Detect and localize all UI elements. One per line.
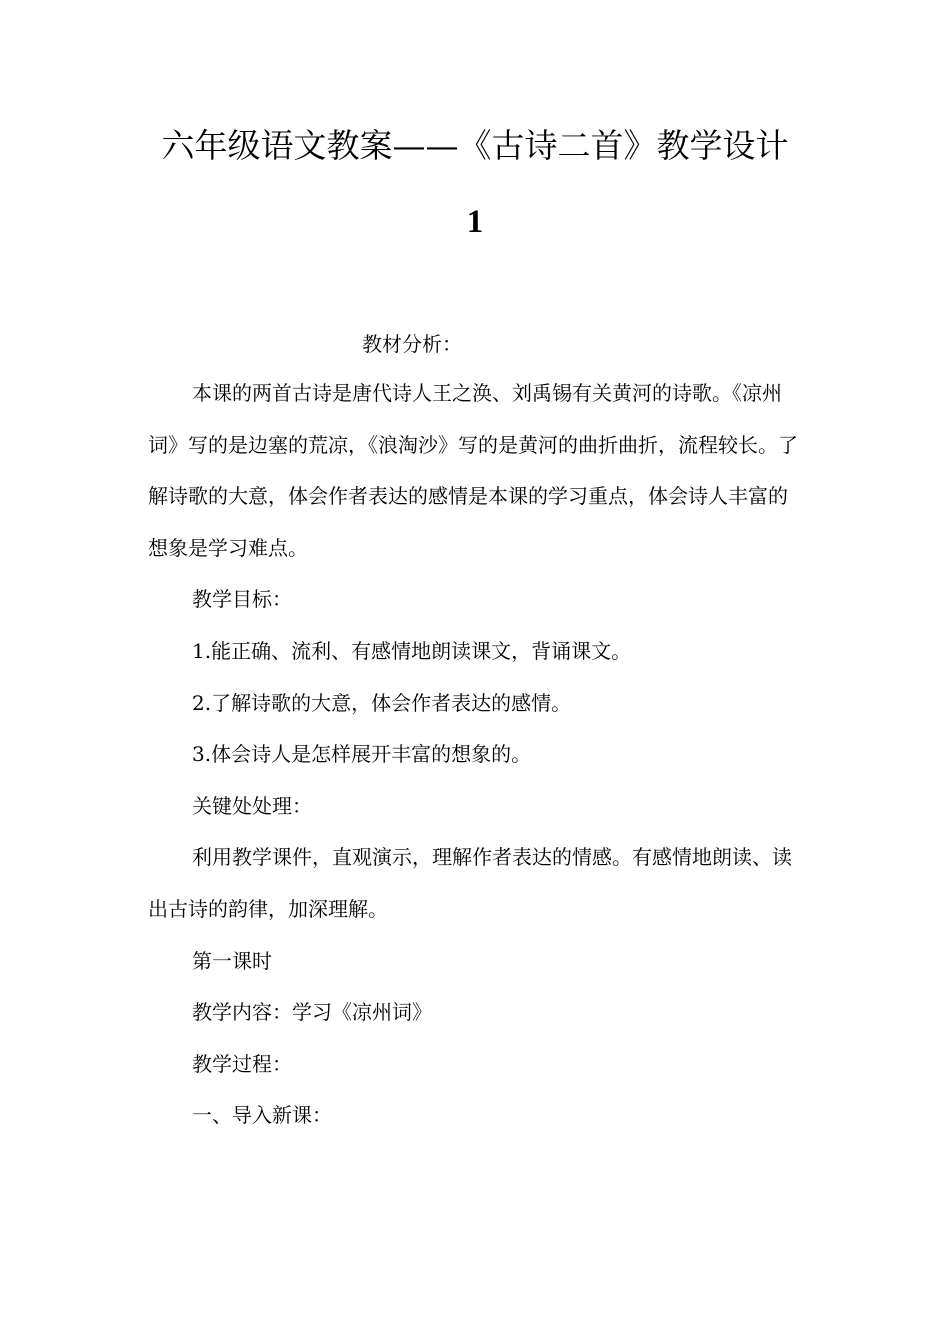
goal-item-3: 3.体会诗人是怎样展开丰富的想象的。 (192, 742, 532, 767)
heading-key-points: 关键处处理： (192, 793, 312, 818)
goal-item-1: 1.能正确、流利、有感情地朗读课文，背诵课文。 (192, 638, 632, 663)
step-introduce-lesson: 一、导入新课： (192, 1103, 332, 1128)
document-title-number: 1 (466, 204, 484, 240)
goal-item-2: 2.了解诗歌的大意，体会作者表达的感情。 (192, 690, 572, 715)
heading-teaching-process: 教学过程： (192, 1051, 292, 1076)
heading-first-lesson: 第一课时 (192, 948, 272, 973)
teaching-content: 教学内容：学习《凉州词》 (192, 1000, 432, 1025)
section-heading-textbook-analysis: 教材分析： (362, 332, 462, 356)
document-body (148, 368, 800, 1142)
heading-teaching-goals: 教学目标： (192, 587, 292, 612)
paragraph-key-points: 利用教学课件，直观演示，理解作者表达的情感。有感情地朗读、读出古诗的韵律，加深理解。 (148, 845, 792, 921)
paragraph-textbook-analysis: 本课的两首古诗是唐代诗人王之涣、刘禹锡有关黄河的诗歌。《凉州词》写的是边塞的荒凉，《浪淘沙》写的是黄河的曲折曲折，流程较长。了解诗歌的大意，体会作者表达的感情是本课的学习重点，体会诗人丰富的想象是学习难点。 (148, 381, 798, 560)
document-title: 六年级语文教案——《古诗二首》教学设计 (161, 126, 789, 165)
